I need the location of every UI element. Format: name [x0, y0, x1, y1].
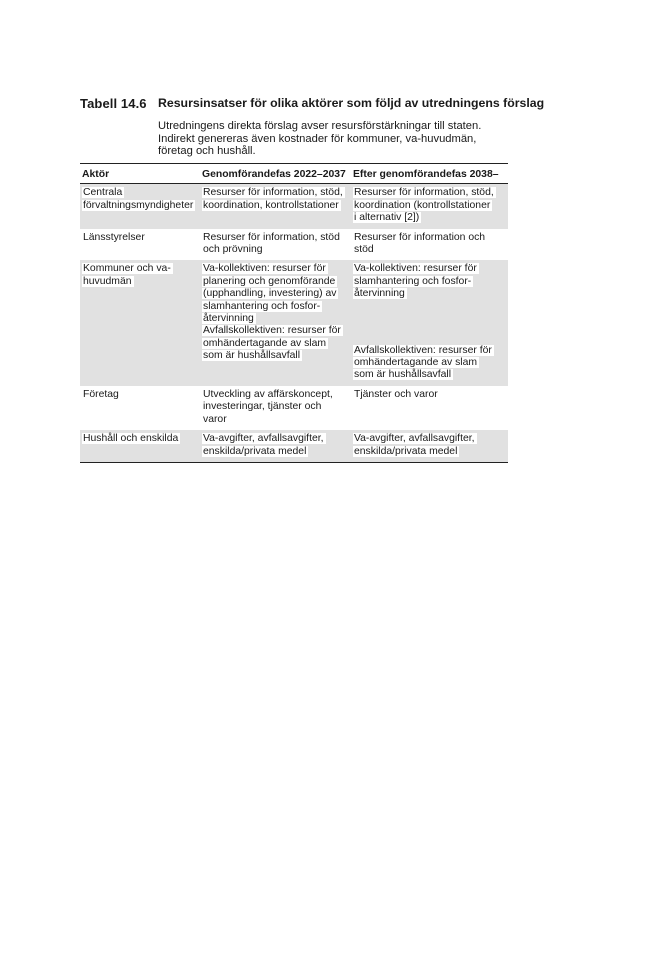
phase2-cell: Tjänster och varor — [354, 388, 438, 400]
phase2-cell: Resurser för information och stöd — [354, 231, 486, 256]
intro-line: företag och hushåll. — [158, 145, 256, 157]
table-row — [80, 386, 508, 430]
phase2-cell: Va-avgifter, avfallsavgifter, enskilda/privata medel — [351, 430, 508, 462]
header-phase-2038: Efter genomförandefas 2038– — [351, 164, 508, 184]
resource-table — [80, 163, 508, 463]
header-phase-2022-2037: Genomförandefas 2022–2037 — [200, 164, 351, 184]
actor-cell: Länsstyrelser — [83, 231, 145, 243]
table-row — [80, 260, 508, 385]
table-row — [80, 184, 508, 229]
intro-line: Utredningens direkta förslag avser resursförstärkningar till staten. — [158, 120, 482, 132]
actor-cell: Företag — [83, 388, 119, 400]
header-actor: Aktör — [80, 164, 200, 184]
phase1-cell: Resurser för information, stöd, koordination, kontrollstationer — [200, 184, 351, 229]
phase2-cell: Resurser för information, stöd, koordination (kontrollstationer i alternativ [2]) — [351, 184, 508, 229]
phase2-cell: Va-kollektiven: resurser för slamhantering och fosfor- återvinning Avfallskollektiven: resurser för omhändertagande av slam som är hushållsavfall — [351, 260, 508, 385]
table-header-row — [80, 164, 508, 184]
actor-cell: Kommuner och va- huvudmän — [80, 260, 200, 385]
table-caption-title: Resursinsatser för olika aktörer som följd av utredningens förslag — [158, 96, 545, 110]
actor-cell: Hushåll och enskilda — [80, 430, 200, 462]
table-row — [80, 229, 508, 261]
table-row — [80, 430, 508, 462]
phase1-cell: Utveckling av affärskoncept, investeringar, tjänster och varor — [203, 388, 333, 425]
table-caption-label: Tabell 14.6 — [80, 96, 147, 111]
phase1-cell: Va-avgifter, avfallsavgifter, enskilda/privata medel — [200, 430, 351, 462]
intro-line: Indirekt genereras även kostnader för kommuner, va-huvudmän, — [158, 132, 477, 145]
table-intro — [158, 120, 508, 158]
phase1-cell: Resurser för information, stöd och prövning — [203, 231, 340, 256]
actor-cell: Centrala förvaltningsmyndigheter — [80, 184, 200, 229]
phase1-cell: Va-kollektiven: resurser för planering och genomförande (upphandling, investering) av slamhantering och fosfor- återvinning Avfallskollektiven: resurser för omhändertagande av slam som är hushållsavfall — [200, 260, 351, 385]
